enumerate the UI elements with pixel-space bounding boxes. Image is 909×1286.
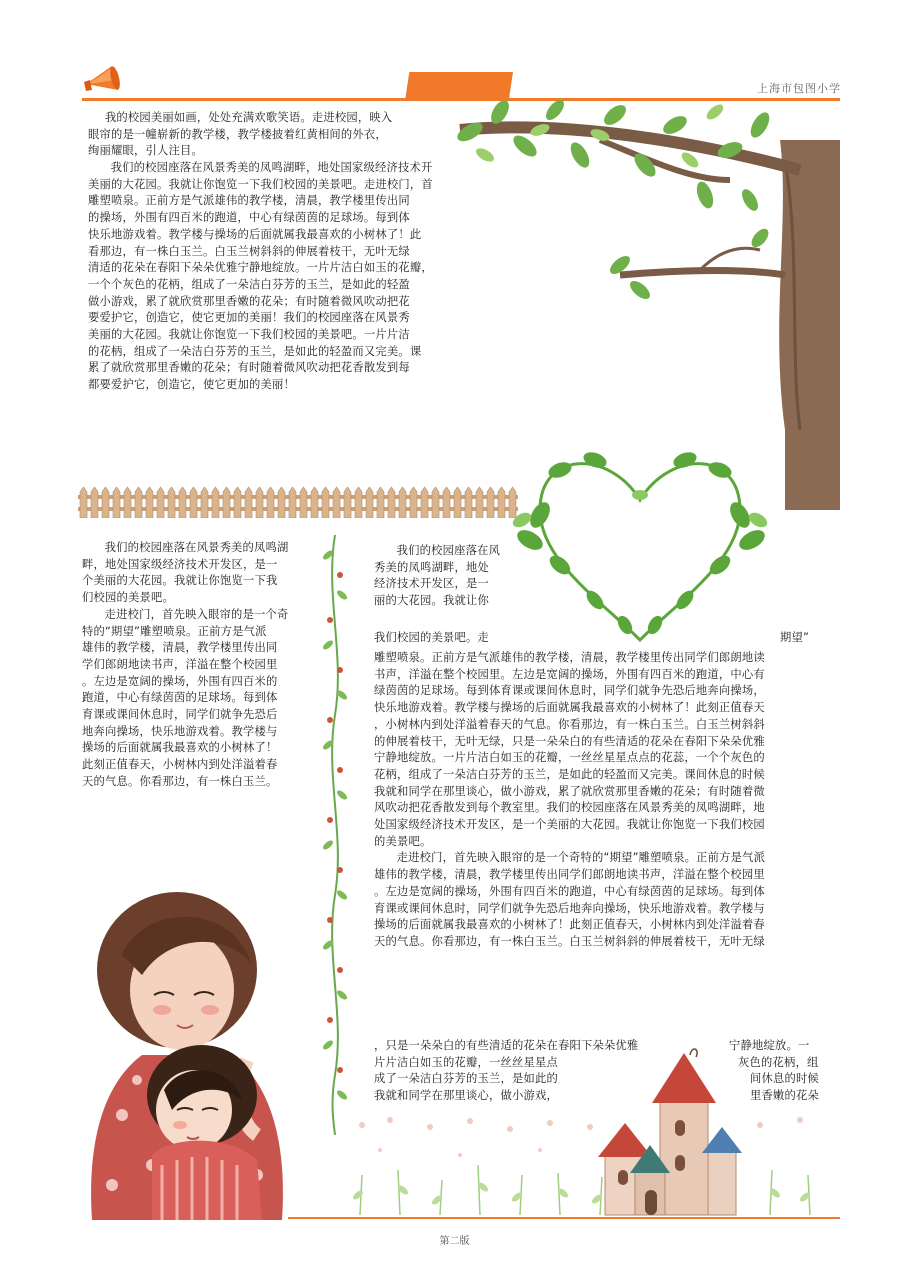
- fence-picket: [212, 487, 219, 518]
- text-line: 风吹动把花香散发到每个教室里。我们的校园座落在风景秀美的凤鸣湖畔，地: [374, 801, 765, 815]
- text-line: 丽的大花园。我就让你: [374, 594, 489, 608]
- text-line: 宁静地绽放。一: [729, 1039, 810, 1052]
- fence-picket: [300, 487, 307, 518]
- text-line: 们校园的美景吧。: [82, 591, 174, 605]
- fence-picket: [333, 487, 340, 518]
- fence-picket: [135, 487, 142, 518]
- text-line: 书声，洋溢在整个校园里。左边是宽阔的操场，外围有四百米的跑道，中心有: [374, 667, 765, 681]
- text-line: 我们的校园座落在风景秀美的凤鸣湖: [104, 541, 289, 554]
- fence-picket: [465, 487, 472, 518]
- text-line: 育课或课间休息时，同学们就争先恐后地奔向操场，快乐地游戏着。教学楼与: [374, 901, 765, 915]
- fence-picket: [146, 487, 153, 518]
- text-line: 绚丽耀眼，引人注目。: [88, 144, 203, 158]
- text-line: 快乐地游戏着。教学楼与操场的后面就属我最喜欢的小树林了！此刻正值春天: [374, 701, 765, 715]
- text-line: 做小游戏，累了就欣赏那里香嫩的花朵；有时随着微风吹动把花: [88, 294, 410, 308]
- article-block-3-top: [374, 543, 504, 610]
- text-line: 我们的校园座落在风景秀美的凤鸣湖畔，地处国家级经济技术开: [110, 161, 433, 174]
- fence-picket: [322, 487, 329, 518]
- fence-picket: [157, 487, 164, 518]
- page-number: 第二版: [439, 1236, 470, 1247]
- text-line: 雄伟的教学楼，清晨，教学楼里传出同学们郎朗地读书声，洋溢在整个校园里: [374, 868, 765, 882]
- flower-vine-divider: [320, 535, 350, 1135]
- fence-picket: [432, 487, 439, 518]
- text-line: 期望”: [780, 631, 810, 644]
- fence-picket: [311, 487, 318, 518]
- text-line: 成了一朵洁白芬芳的玉兰，是如此的: [374, 1072, 558, 1086]
- text-line: 雕塑喷泉。正前方是气派雄伟的教学楼，清晨，教学楼里传出同: [88, 194, 410, 208]
- text-line: ，小树林内到处洋溢着春天的气息。你看那边，有一株白玉兰。白玉兰树斜斜: [374, 717, 765, 731]
- school-name: 上海市包图小学: [757, 82, 841, 95]
- text-line: 经济技术开发区，是一: [374, 577, 489, 591]
- text-line: 我们的校园座落在风: [396, 544, 501, 557]
- picket-fence: [78, 486, 518, 518]
- text-line: 。左边是宽阔的操场，外围有四百米的跑道，中心有绿茵茵的足球场。每到体: [374, 884, 765, 898]
- fence-picket: [366, 487, 373, 518]
- fence-picket: [256, 487, 263, 518]
- article-block-1-body: [88, 160, 448, 394]
- fence-picket: [267, 487, 274, 518]
- text-line: 我就和同学在那里谈心，做小游戏，: [374, 1089, 558, 1103]
- text-line: 都要爱护它，创造它，使它更加的美丽！: [88, 378, 295, 392]
- fence-picket: [388, 487, 395, 518]
- fence-picket: [190, 487, 197, 518]
- text-line: 绿茵茵的足球场。每到体育课或课间休息时，同学们就争先恐后地奔向操场，: [374, 684, 765, 698]
- fence-picket: [421, 487, 428, 518]
- text-line: 跑道，中心有绿茵茵的足球场。每到体: [82, 691, 278, 705]
- text-line: 操场的后面就属我最喜欢的小树林了！此刻正值春天，小树林内到处洋溢着春: [374, 918, 765, 932]
- text-line: 的伸展着枝干，无叶无绿，只是一朵朵白的有些清适的花朵在春阳下朵朵优雅: [374, 734, 765, 748]
- article-block-3: [374, 650, 829, 951]
- fence-picket: [234, 487, 241, 518]
- text-line: 要爱护它，创造它，使它更加的美丽！我们的校园座落在风景秀: [88, 311, 410, 325]
- fence-picket: [124, 487, 131, 518]
- text-line: 我的校园美丽如画，处处充满欢歌笑语。走进校园，映入: [104, 111, 393, 124]
- heart-leaf-wreath: [500, 440, 780, 650]
- fence-picket: [80, 487, 87, 518]
- text-line: 美丽的大花园。我就让你饱览一下我们校园的美景吧。走进校门，首: [88, 177, 433, 191]
- header-tab-decoration: [405, 72, 513, 101]
- fence-picket: [476, 487, 483, 518]
- text-line: 清适的花朵在春阳下朵朵优雅宁静地绽放。一片片洁白如玉的花瓣，: [88, 261, 433, 275]
- text-line: 秀美的凤鸣湖畔，地处: [374, 560, 489, 574]
- text-line: 我就和同学在那里谈心，做小游戏，累了就欣赏那里香嫩的花朵；有时随着微: [374, 784, 765, 798]
- text-line: 看那边，有一株白玉兰。白玉兰树斜斜的伸展着枝干，无叶无绿: [88, 244, 410, 258]
- grass-dandelion-decoration: [340, 1115, 840, 1215]
- megaphone-icon: [82, 60, 124, 100]
- fence-picket: [443, 487, 450, 518]
- text-line: 。左边是宽阔的操场，外围有四百米的: [82, 674, 278, 688]
- text-line: 雄伟的教学楼，清晨，教学楼里传出同: [82, 641, 278, 655]
- fence-picket: [168, 487, 175, 518]
- text-line: 的花柄，组成了一朵洁白芬芳的玉兰，是如此的轻盈而又完美。课: [88, 344, 422, 358]
- text-line: 天的气息。你看那边，有一株白玉兰。白玉兰树斜斜的伸展着枝干，无叶无绿: [374, 934, 765, 948]
- article-block-1: [88, 110, 448, 160]
- footer-rule: [288, 1217, 840, 1219]
- text-line: 特的“期望”雕塑喷泉。正前方是气派: [82, 624, 267, 638]
- fence-picket: [179, 487, 186, 518]
- text-line: 我们校园的美景吧。走: [374, 631, 489, 644]
- fence-picket: [278, 487, 285, 518]
- text-line: 处国家级经济技术开发区，是一个美丽的大花园。我就让你饱览一下我们校园: [374, 818, 765, 832]
- fence-picket: [344, 487, 351, 518]
- text-line: 此刻正值春天，小树林内到处洋溢着春: [82, 758, 278, 772]
- text-line: 快乐地游戏着。教学楼与操场的后面就属我最喜欢的小树林了！此: [88, 227, 422, 241]
- text-line: 育课或课间休息时，同学们就争先恐后: [82, 708, 278, 722]
- text-line: 里香嫩的花朵: [750, 1089, 819, 1103]
- text-line: 一个个灰色的花柄，组成了一朵洁白芬芳的玉兰，是如此的轻盈: [88, 277, 410, 291]
- fence-picket: [102, 487, 109, 518]
- text-line: 美丽的大花园。我就让你饱览一下我们校园的美景吧。一片片洁: [88, 328, 410, 342]
- text-line: 畔，地处国家级经济技术开发区，是一: [82, 557, 278, 571]
- text-line: 累了就欣赏那里香嫩的花朵；有时随着微风吹动把花香散发到每: [88, 361, 410, 375]
- fence-picket: [454, 487, 461, 518]
- text-line: 灰色的花柄，组: [738, 1055, 819, 1069]
- fence-picket: [399, 487, 406, 518]
- fence-picket: [289, 487, 296, 518]
- text-line: ，只是一朵朵白的有些清适的花朵在春阳下朵朵优雅: [374, 1039, 639, 1052]
- text-line: 间休息的时候: [750, 1072, 819, 1086]
- text-line: 地奔向操场，快乐地游戏着。教学楼与: [82, 724, 278, 738]
- text-line: 个美丽的大花园。我就让你饱览一下我: [82, 574, 278, 588]
- text-line: 雕塑喷泉。正前方是气派雄伟的教学楼，清晨，教学楼里传出同学们郎朗地读: [374, 651, 765, 664]
- fence-picket: [355, 487, 362, 518]
- fence-picket: [377, 487, 384, 518]
- text-line: 天的气息。你看那边，有一株白玉兰。: [82, 774, 278, 788]
- article-block-2: [82, 540, 310, 791]
- fence-picket: [113, 487, 120, 518]
- text-line: 走进校门，首先映入眼帘的是一个奇: [104, 607, 289, 621]
- text-line: 的美景吧。: [374, 834, 432, 848]
- fence-picket: [223, 487, 230, 518]
- mother-child-illustration: [82, 885, 292, 1220]
- text-line: 操场的后面就属我最喜欢的小树林了！: [82, 741, 278, 755]
- text-line: 片片洁白如玉的花瓣，一丝丝星星点: [374, 1055, 558, 1069]
- fence-picket: [245, 487, 252, 518]
- text-line: 走进校门，首先映入眼帘的是一个奇特的“期望”雕塑喷泉。正前方是气派: [396, 851, 766, 865]
- fence-picket: [201, 487, 208, 518]
- fence-picket: [487, 487, 494, 518]
- fence-picket: [91, 487, 98, 518]
- text-line: 花柄，组成了一朵洁白芬芳的玉兰，是如此的轻盈而又完美。课间休息的时候: [374, 767, 765, 781]
- text-line: 学们郎朗地读书声，洋溢在整个校园里: [82, 657, 278, 671]
- fence-picket: [410, 487, 417, 518]
- text-line: 宁静地绽放。一片片洁白如玉的花瓣，一丝丝星星点点的花蕊，一个个灰色的: [374, 751, 765, 765]
- text-line: 眼帘的是一幢崭新的教学楼，教学楼披着红黄相间的外衣，: [88, 127, 387, 141]
- text-line: 的操场，外围有四百米的跑道，中心有绿茵茵的足球场。每到体: [88, 211, 410, 225]
